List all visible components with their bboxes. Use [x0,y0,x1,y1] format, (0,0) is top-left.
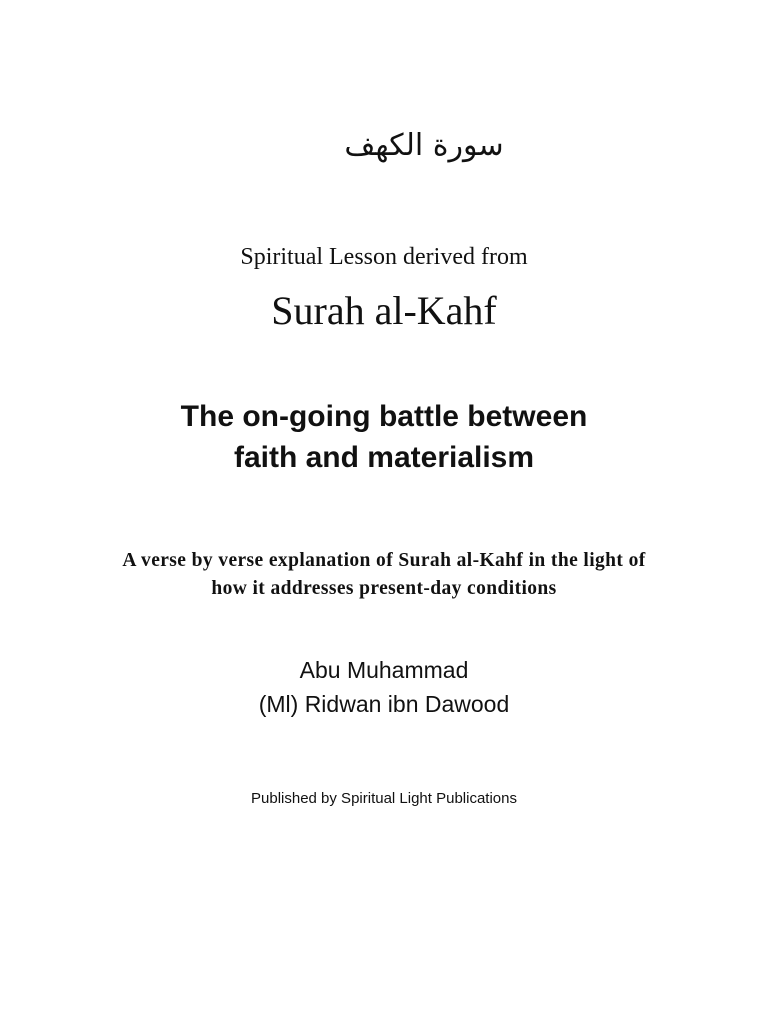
theme-title-line-2: faith and materialism [233,441,535,474]
book-title: Surah al-Kahf [271,288,497,333]
theme-title-line-1: The on-going battle between [180,400,588,433]
author-line-2: (Ml) Ridwan ibn Dawood [258,691,510,717]
publisher-line: Published by Spiritual Light Publications [251,790,517,807]
description-line-1: A verse by verse explanation of Surah al-Kahf in the light of [122,550,646,571]
author-line-1: Abu Muhammad [299,657,469,683]
arabic-title: سورة الكهف [344,128,504,163]
description-line-2: how it addresses present-day conditions [211,578,557,599]
subtitle: Spiritual Lesson derived from [240,244,528,270]
